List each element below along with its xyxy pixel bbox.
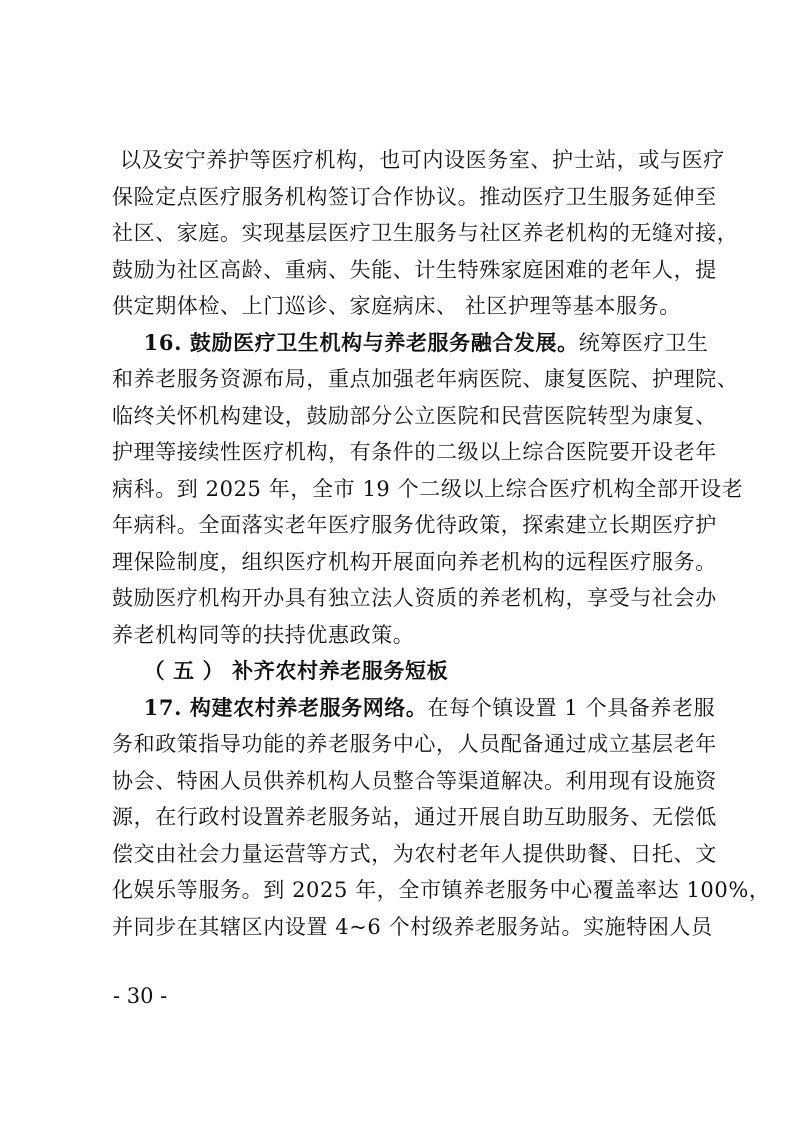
body-text: 源，在行政村设置养老服务站，通过开展自助互助服务、无偿低 [112, 805, 717, 829]
text-line [120, 146, 725, 174]
body-text: 鼓励为社区高龄、重病、失能、计生特殊家庭困难的老年人，提 [112, 257, 717, 282]
text-line [112, 730, 717, 758]
text-line [112, 657, 692, 685]
text-line [112, 219, 739, 247]
text-line [112, 621, 692, 649]
text-line [112, 329, 709, 357]
text-line [112, 548, 717, 576]
bold-heading-text: 17. 构建农村养老服务网络。 [112, 694, 428, 720]
text-line [112, 511, 717, 539]
body-text: 协会、特困人员供养机构人员整合等渠道解决。利用现有设施资 [112, 768, 717, 793]
text-line [112, 803, 717, 831]
text-line [112, 876, 771, 904]
text-line [112, 694, 716, 722]
body-text: 统筹医疗卫生 [578, 330, 709, 355]
body-text: 理保险制度，组织医疗机构开展面向养老机构的远程医疗服务。 [112, 549, 717, 574]
text-line [112, 475, 744, 503]
body-text: 社区、家庭。实现基层医疗卫生服务与社区养老机构的无缝对接， [112, 221, 739, 245]
text-line [112, 256, 717, 284]
text-line [112, 438, 717, 466]
bold-heading-text: 16. 鼓励医疗卫生机构与养老服务融合发展。 [112, 329, 579, 355]
body-text: 养老机构同等的扶持优惠政策。 [112, 622, 415, 647]
body-text: 护理等接续性医疗机构，有条件的二级以上综合医院要开设老年 [112, 440, 717, 464]
body-text: 病科。到 2025 年，全市 19 个二级以上综合医疗机构全部开设老 [112, 476, 744, 501]
text-line [112, 913, 713, 941]
body-text: 年病科。全面落实老年医疗服务优待政策，探索建立长期医疗护 [112, 513, 717, 537]
text-line [112, 183, 717, 211]
body-text: 临终关怀机构建设，鼓励部分公立医院和民营医院转型为康复、 [112, 403, 717, 428]
page-number: - 30 - [113, 984, 168, 1008]
text-line [112, 365, 739, 393]
text-line [112, 840, 717, 868]
text-line [112, 767, 717, 795]
text-line [112, 584, 717, 612]
body-text: 化娱乐等服务。到 2025 年，全市镇养老服务中心覆盖率达 100%， [112, 878, 771, 902]
body-text: 务和政策指导功能的养老服务中心，人员配备通过成立基层老年 [112, 732, 717, 756]
body-text: 并同步在其辖区内设置 4~6 个村级养老服务站。实施特困人员 [112, 914, 713, 939]
body-text: 鼓励医疗机构开办具有独立法人资质的养老机构，享受与社会办 [112, 586, 717, 610]
body-text: 供定期体检、上门巡诊、家庭病床、 社区护理等基本服务。 [112, 294, 681, 318]
text-line [112, 292, 692, 320]
body-text: 偿交由社会力量运营等方式，为农村老年人提供助餐、日托、文 [112, 841, 717, 866]
bold-heading-text: （ 五 ） 补齐农村养老服务短板 [112, 658, 449, 683]
body-text: 在每个镇设置 1 个具备养老服 [427, 695, 716, 720]
body-text: 和养老服务资源布局，重点加强老年病医院、康复医院、护理院、 [112, 367, 739, 391]
body-text: 保险定点医疗服务机构签订合作协议。推动医疗卫生服务延伸至 [112, 184, 717, 209]
body-text: 以及安宁养护等医疗机构，也可内设医务室、护士站，或与医疗 [120, 148, 725, 172]
text-line [112, 402, 717, 430]
